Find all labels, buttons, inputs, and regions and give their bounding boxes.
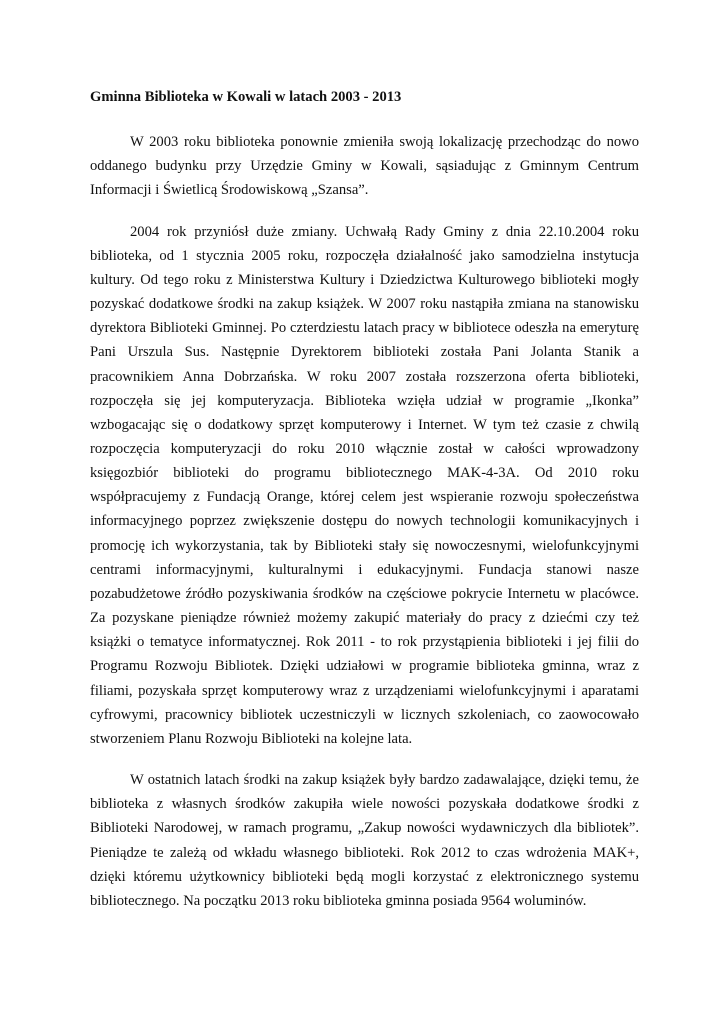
paragraph-2003-relocation: W 2003 roku biblioteka ponownie zmieniła swoją lokalizację przechodząc do nowo oddanego budynku przy Urzędzie Gminy w Kowali, sąsiadując z Gminnym Centrum Informacji i Świetlicą Środowiskową „Szansa”. <box>90 134 639 199</box>
document-body <box>90 87 639 930</box>
paragraph-2004-changes: 2004 rok przyniósł duże zmiany. Uchwałą Rady Gminy z dnia 22.10.2004 roku biblioteka, od 1 stycznia 2005 roku, rozpoczęła działalność jako samodzielna instytucja kultury. Od tego roku z Ministerstwa Kultury i Dziedzictwa Kulturowego biblioteki mogły pozyskać dodatkowe środki na zakup książek. W 2007 roku nastąpiła zmiana na stanowisku dyrektora Biblioteki Gminnej. Po czterdziestu latach pracy w bibliotece odeszła na emeryturę Pani Urszula Sus. Następnie Dyrektorem biblioteki została Pani Jolanta Stanik a pracownikiem Anna Dobrzańska. W roku 2007 została rozszerzona oferta biblioteki, rozpoczęła się jej komputeryzacja. Biblioteka wzięła udział w programie „Ikonka” wzbogacając się o dodatkowy sprzęt komputerowy i Internet. W tym też czasie z chwilą rozpoczęcia komputeryzacji do roku 2010 włącznie został w całości wprowadzony księgozbiór biblioteki do programu bibliotecznego MAK-4-3A. Od 2010 roku współpracujemy z Fundacją Orange, której celem jest wspieranie rozwoju społeczeństwa informacyjnego poprzez zwiększenie dostępu do nowych technologii komunikacyjnych i promocję ich wykorzystania, tak by Biblioteki stały się nowoczesnymi, wielofunkcyjnymi centrami informacyjnymi, kulturalnymi i edukacyjnymi. Fundacja stanowi nasze pozabudżetowe źródło pozyskiwania środków na częściowe pokrycie Internetu w placówce. Za pozyskane pieniądze również możemy zakupić materiały do pracy z dziećmi czy też książki o tematyce informatycznej. Rok 2011 - to rok przystąpienia biblioteki i jej filii do Programu Rozwoju Bibliotek. Dzięki udziałowi w programie biblioteka gminna, wraz z filiami, pozyskała sprzęt komputerowy wraz z urządzeniami wielofunkcyjnymi i aparatami cyfrowymi, pracownicy bibliotek uczestniczyli w licznych szkoleniach, co zaowocowało stworzeniem Planu Rozwoju Biblioteki na kolejne lata. <box>90 223 639 747</box>
paragraph-recent-years: W ostatnich latach środki na zakup książek były bardzo zadawalające, dzięki temu, że biblioteka z własnych środków zakupiła wiele nowości pozyskała dodatkowe środki z Biblioteki Narodowej, w ramach programu, „Zakup nowości wydawniczych dla bibliotek”. Pieniądze te zależą od wkładu własnego biblioteki. Rok 2012 to czas wdrożenia MAK+, dzięki któremu użytkownicy biblioteki będą mogli korzystać z elektronicznego systemu bibliotecznego. Na początku 2013 roku biblioteka gminna posiada 9564 woluminów. <box>90 772 639 910</box>
document-title: Gminna Biblioteka w Kowali w latach 2003 - 2013 <box>90 89 402 105</box>
